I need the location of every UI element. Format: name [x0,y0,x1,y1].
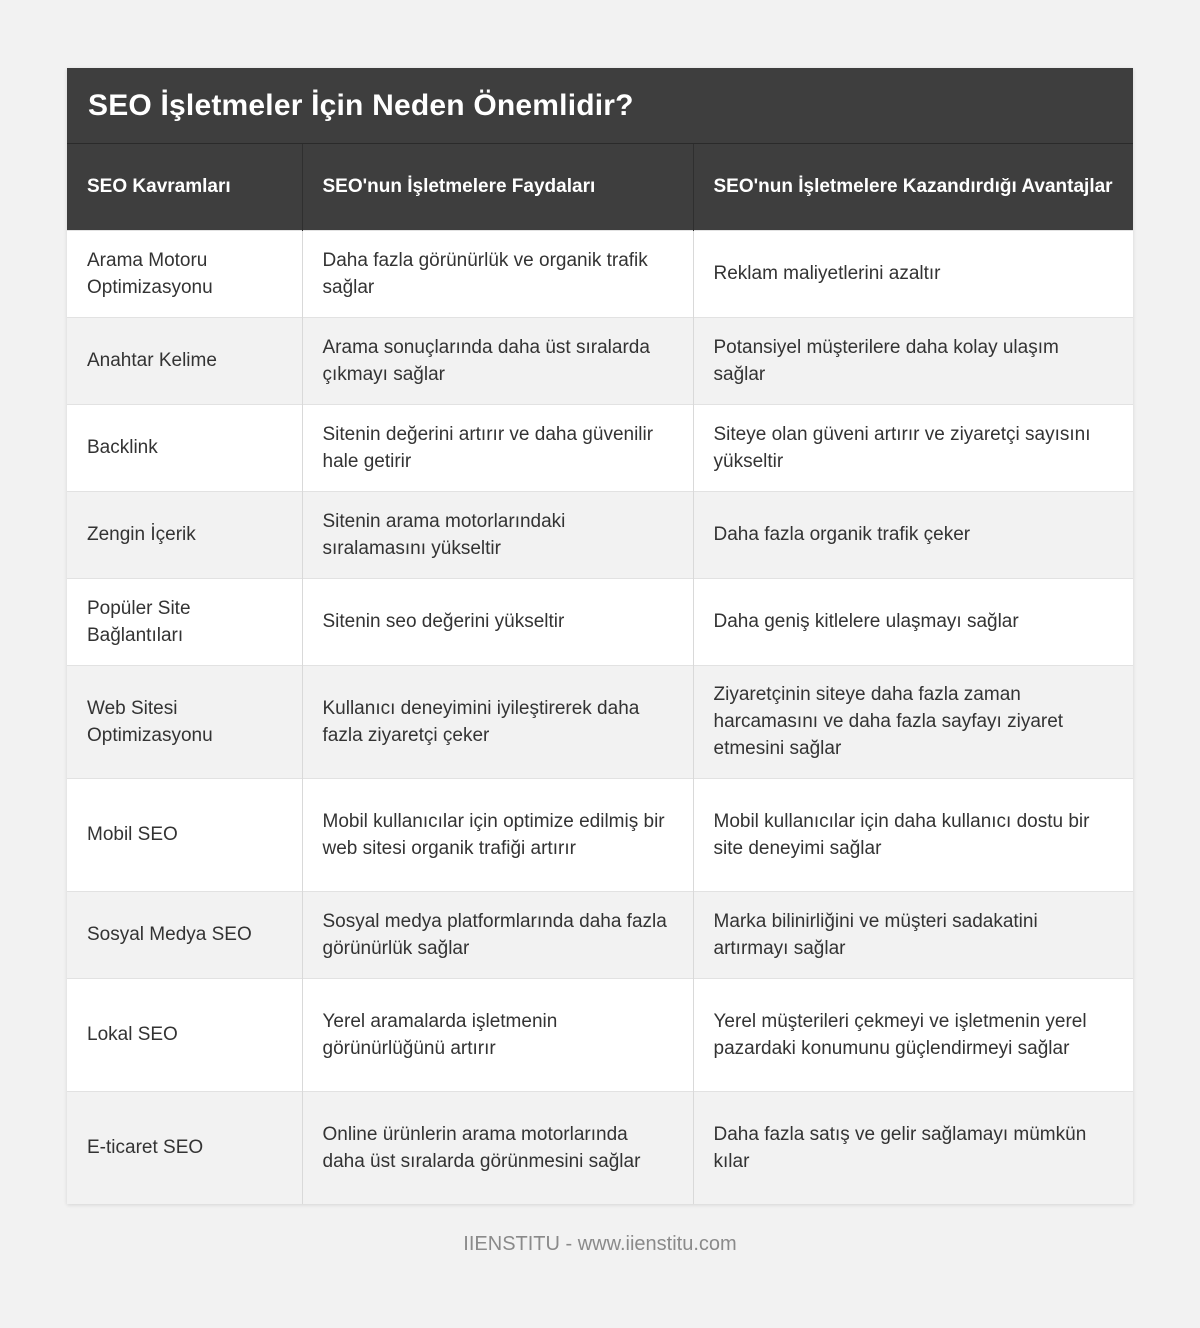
table-cell: Yerel müşterileri çekmeyi ve işletmenin yerel pazardaki konumunu güçlendirmeyi sağlar [693,978,1133,1091]
table-row [67,491,1133,578]
table-cell: Yerel aramalarda işletmenin görünürlüğünü artırır [302,978,693,1091]
column-header-benefits: SEO'nun İşletmelere Faydaları [302,144,693,230]
table-cell: Daha geniş kitlelere ulaşmayı sağlar [693,578,1133,665]
table-cell: Zengin İçerik [67,491,302,578]
table-cell: Sitenin seo değerini yükseltir [302,578,693,665]
table-cell: Arama sonuçlarında daha üst sıralarda çıkmayı sağlar [302,317,693,404]
table-row [67,404,1133,491]
title-bar [67,68,1133,144]
table-cell: Lokal SEO [67,978,302,1091]
table-cell: Reklam maliyetlerini azaltır [693,230,1133,317]
table-cell: Daha fazla satış ve gelir sağlamayı mümkün kılar [693,1091,1133,1204]
table-cell: Kullanıcı deneyimini iyileştirerek daha fazla ziyaretçi çeker [302,665,693,778]
table-row [67,578,1133,665]
table-cell: Siteye olan güveni artırır ve ziyaretçi sayısını yükseltir [693,404,1133,491]
table-cell: Ziyaretçinin siteye daha fazla zaman harcamasını ve daha fazla sayfayı ziyaret etmesini sağlar [693,665,1133,778]
table-cell: Sitenin değerini artırır ve daha güvenilir hale getirir [302,404,693,491]
table-cell: Sitenin arama motorlarındaki sıralamasını yükseltir [302,491,693,578]
table-row [67,230,1133,317]
table-cell: E-ticaret SEO [67,1091,302,1204]
table-cell: Anahtar Kelime [67,317,302,404]
table-cell: Mobil SEO [67,778,302,891]
table-cell: Web Sitesi Optimizasyonu [67,665,302,778]
table-row [67,891,1133,978]
table-row [67,1091,1133,1204]
footer-credit: IIENSTITU - www.iienstitu.com [463,1233,737,1255]
table-header-row [67,144,1133,230]
table-cell: Marka bilinirliğini ve müşteri sadakatini artırmayı sağlar [693,891,1133,978]
table-row [67,665,1133,778]
table-cell: Popüler Site Bağlantıları [67,578,302,665]
table-cell: Potansiyel müşterilere daha kolay ulaşım sağlar [693,317,1133,404]
table-cell: Backlink [67,404,302,491]
table-cell: Online ürünlerin arama motorlarında daha üst sıralarda görünmesini sağlar [302,1091,693,1204]
seo-table [67,144,1133,1204]
table-cell: Sosyal medya platformlarında daha fazla görünürlük sağlar [302,891,693,978]
table-row [67,978,1133,1091]
table-cell: Daha fazla görünürlük ve organik trafik sağlar [302,230,693,317]
table-cell: Sosyal Medya SEO [67,891,302,978]
seo-table-card [67,68,1133,1204]
page-title: SEO İşletmeler İçin Neden Önemlidir? [88,88,634,122]
table-cell: Mobil kullanıcılar için daha kullanıcı dostu bir site deneyimi sağlar [693,778,1133,891]
column-header-advantages: SEO'nun İşletmelere Kazandırdığı Avantajlar [693,144,1133,230]
table-cell: Daha fazla organik trafik çeker [693,491,1133,578]
table-cell: Arama Motoru Optimizasyonu [67,230,302,317]
table-row [67,778,1133,891]
table-cell: Mobil kullanıcılar için optimize edilmiş bir web sitesi organik trafiği artırır [302,778,693,891]
table-row [67,317,1133,404]
column-header-concepts: SEO Kavramları [67,144,302,230]
